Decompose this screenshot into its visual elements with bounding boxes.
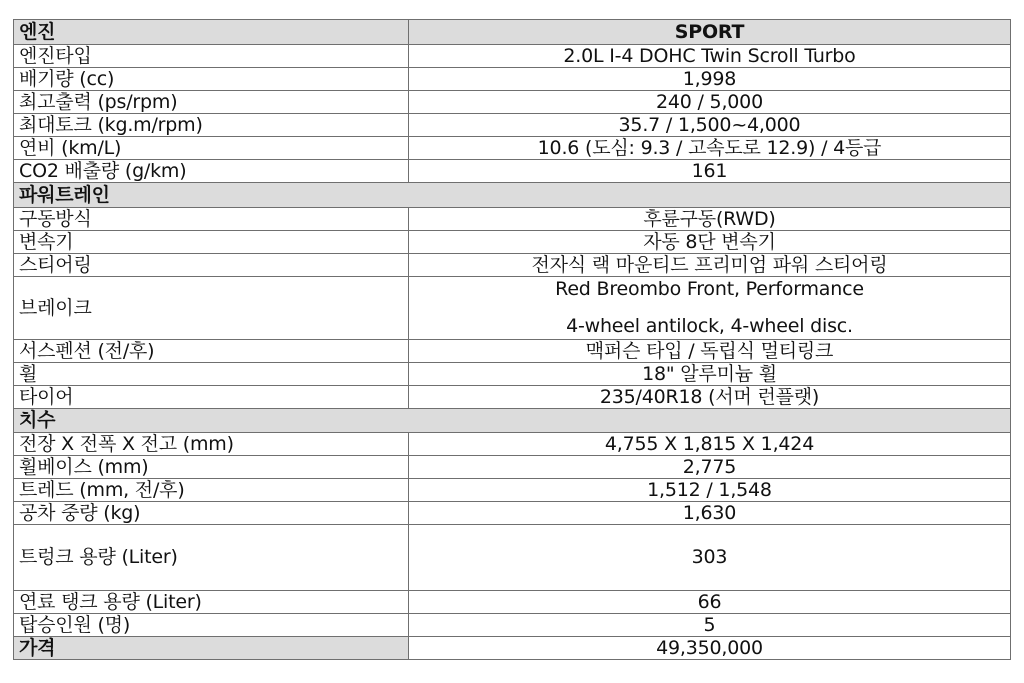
suspension-label: 서스펜션 (전/후) [14,340,409,363]
brake-line-1: Red Breombo Front, Performance [555,278,864,300]
table-row [14,502,1011,525]
spec-table [13,19,1011,660]
price-row [14,637,1011,660]
max-torque-value: 35.7 / 1,500~4,000 [409,114,1011,137]
brake-label: 브레이크 [14,277,409,340]
table-row [14,591,1011,614]
header-label: 엔진 [14,20,409,45]
table-row [14,254,1011,277]
tire-value: 235/40R18 (서머 런플랫) [409,386,1011,409]
wheel-label: 휠 [14,363,409,386]
steering-label: 스티어링 [14,254,409,277]
table-row [14,68,1011,91]
table-row [14,160,1011,183]
table-row [14,208,1011,231]
trunk-value: 303 [409,525,1011,591]
seats-label: 탑승인원 (명) [14,614,409,637]
co2-label: CO2 배출량 (g/km) [14,160,409,183]
header-row [14,20,1011,45]
table-row [14,277,1011,340]
weight-value: 1,630 [409,502,1011,525]
table-row [14,525,1011,591]
co2-value: 161 [409,160,1011,183]
model-name: SPORT [409,20,1011,45]
section-title: 파워트레인 [14,183,1011,208]
fuel-economy-value: 10.6 (도심: 9.3 / 고속도로 12.9) / 4등급 [409,137,1011,160]
table-row [14,45,1011,68]
section-row-dimensions [14,409,1011,433]
table-row [14,456,1011,479]
max-torque-label: 최대토크 (kg.m/rpm) [14,114,409,137]
table-row [14,433,1011,456]
wheelbase-value: 2,775 [409,456,1011,479]
table-row [14,363,1011,386]
size-label: 전장 X 전폭 X 전고 (mm) [14,433,409,456]
transmission-label: 변속기 [14,231,409,254]
trunk-label: 트렁크 용량 (Liter) [14,525,409,591]
size-value: 4,755 X 1,815 X 1,424 [409,433,1011,456]
fuel-tank-value: 66 [409,591,1011,614]
wheel-value: 18" 알루미늄 휠 [409,363,1011,386]
price-value: 49,350,000 [409,637,1011,660]
table-row [14,231,1011,254]
table-row [14,479,1011,502]
table-row [14,91,1011,114]
suspension-value: 맥퍼슨 타입 / 독립식 멀티링크 [409,340,1011,363]
table-row [14,340,1011,363]
engine-type-value: 2.0L I-4 DOHC Twin Scroll Turbo [409,45,1011,68]
brake-value [409,277,1011,340]
section-title: 치수 [14,409,1011,433]
tread-label: 트레드 (mm, 전/후) [14,479,409,502]
table-row [14,114,1011,137]
engine-type-label: 엔진타입 [14,45,409,68]
displacement-label: 배기량 (cc) [14,68,409,91]
table-row [14,614,1011,637]
fuel-economy-label: 연비 (km/L) [14,137,409,160]
drive-value: 후륜구동(RWD) [409,208,1011,231]
spec-sheet [13,19,1010,660]
table-row [14,137,1011,160]
table-row [14,386,1011,409]
section-row-powertrain [14,183,1011,208]
displacement-value: 1,998 [409,68,1011,91]
transmission-value: 자동 8단 변속기 [409,231,1011,254]
fuel-tank-label: 연료 탱크 용량 (Liter) [14,591,409,614]
seats-value: 5 [409,614,1011,637]
price-label: 가격 [14,637,409,660]
wheelbase-label: 휠베이스 (mm) [14,456,409,479]
steering-value: 전자식 랙 마운티드 프리미엄 파워 스티어링 [409,254,1011,277]
weight-label: 공차 중량 (kg) [14,502,409,525]
drive-label: 구동방식 [14,208,409,231]
tire-label: 타이어 [14,386,409,409]
max-power-label: 최고출력 (ps/rpm) [14,91,409,114]
brake-line-2: 4-wheel antilock, 4-wheel disc. [566,315,853,337]
tread-value: 1,512 / 1,548 [409,479,1011,502]
max-power-value: 240 / 5,000 [409,91,1011,114]
